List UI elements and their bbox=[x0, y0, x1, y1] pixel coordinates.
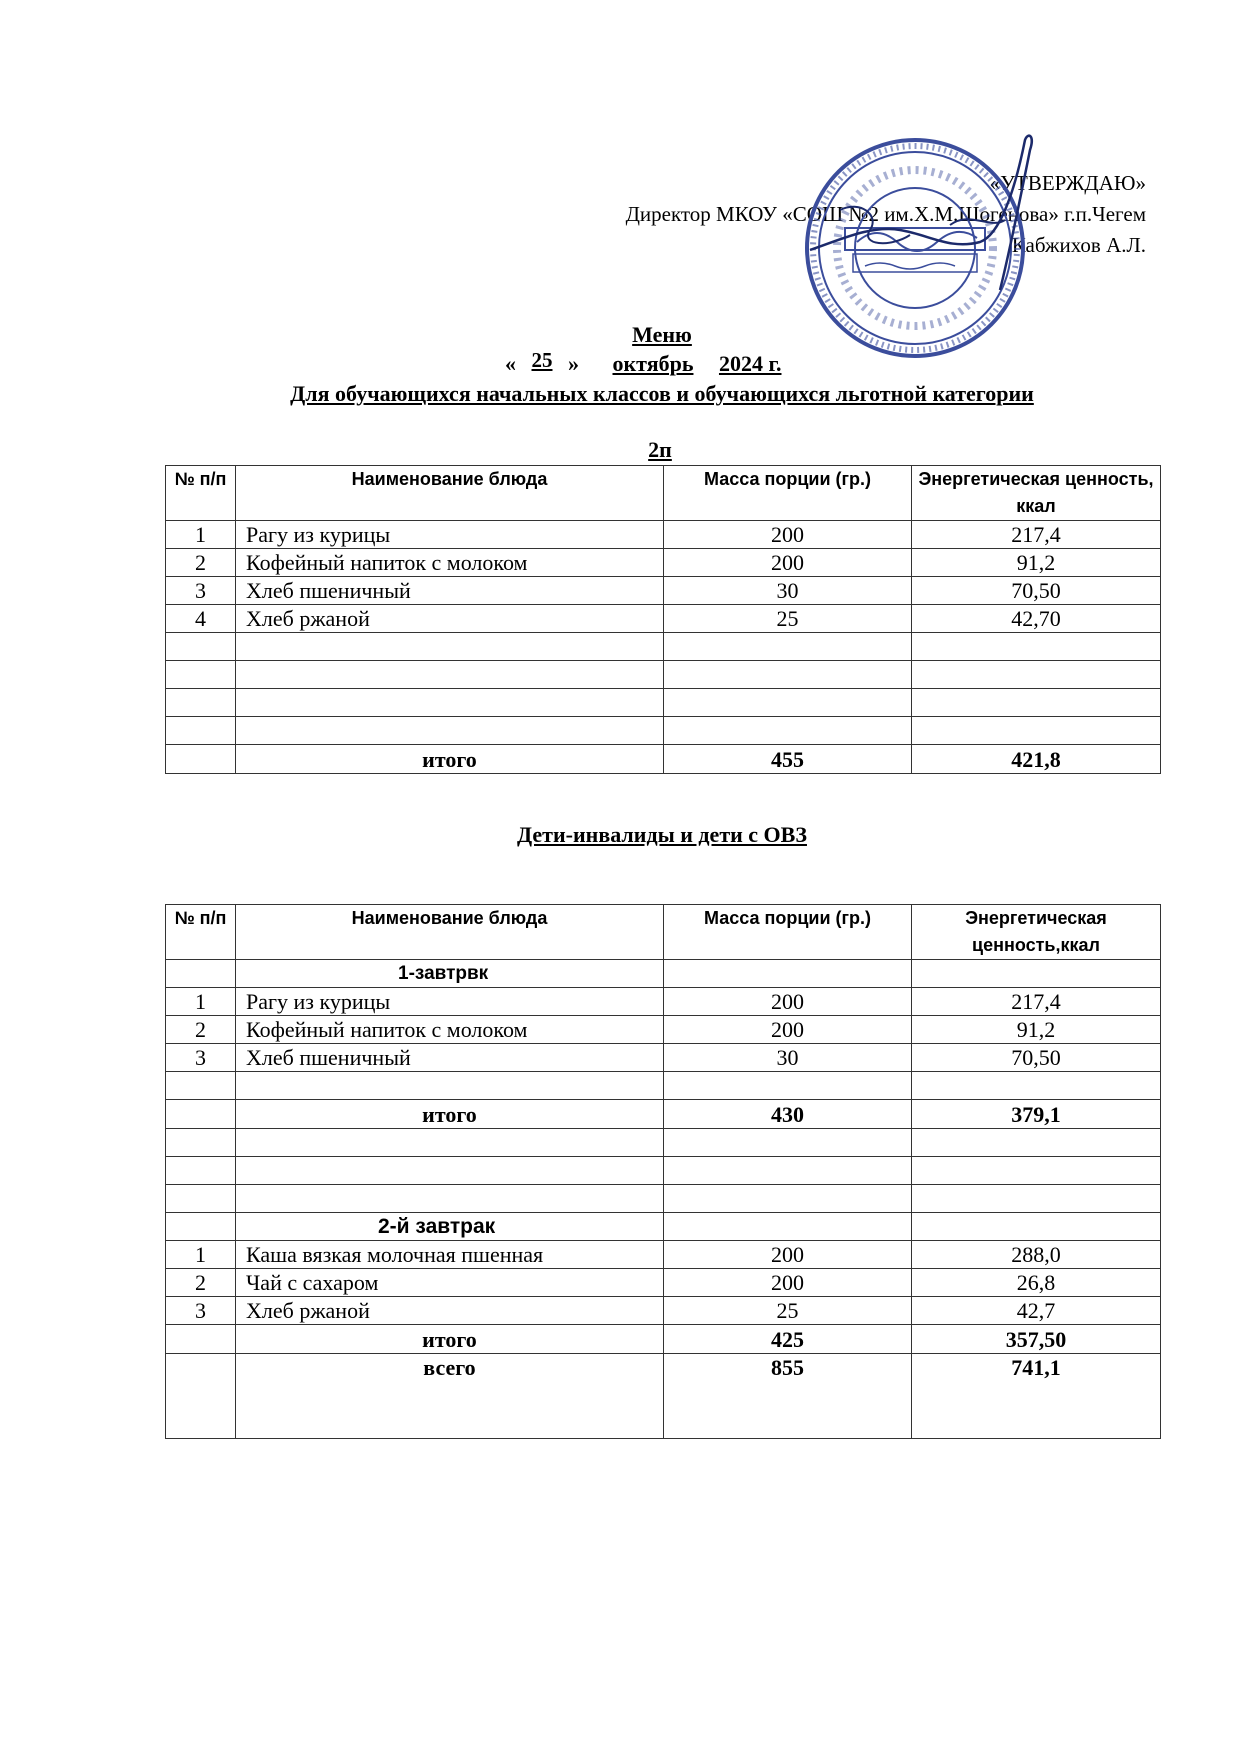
meal-label-row bbox=[166, 1213, 1161, 1241]
empty-row bbox=[166, 1129, 1161, 1157]
cell-num: 2 bbox=[166, 549, 236, 577]
total-mass: 425 bbox=[664, 1325, 912, 1354]
total-label: итого bbox=[236, 1100, 664, 1129]
cell-name: Рагу из курицы bbox=[236, 988, 664, 1016]
total-energy: 357,50 bbox=[912, 1325, 1161, 1354]
group-label: 2п bbox=[648, 437, 672, 462]
table-header-row bbox=[166, 466, 1161, 521]
cell-num: 3 bbox=[166, 1297, 236, 1325]
empty-row bbox=[166, 1072, 1161, 1100]
date-close: » bbox=[568, 351, 579, 376]
meal-label-breakfast-1: 1-завтрвк bbox=[236, 960, 664, 988]
cell-mass: 200 bbox=[664, 988, 912, 1016]
header-name: Наименование блюда bbox=[236, 905, 664, 960]
table-row bbox=[166, 1269, 1161, 1297]
cell-energy: 42,7 bbox=[912, 1297, 1161, 1325]
header-mass: Масса порции (гр.) bbox=[664, 466, 912, 521]
menu-table-primary bbox=[165, 465, 1161, 774]
cell-mass: 25 bbox=[664, 1297, 912, 1325]
total-mass: 455 bbox=[664, 745, 912, 774]
empty-row bbox=[166, 1157, 1161, 1185]
menu-subtitle: Для обучающихся начальных классов и обучающихся льготной категории bbox=[290, 381, 1034, 406]
table-row bbox=[166, 549, 1161, 577]
cell-num: 3 bbox=[166, 577, 236, 605]
date-open: « bbox=[505, 351, 516, 376]
cell-mass: 30 bbox=[664, 1044, 912, 1072]
grand-total-energy: 741,1 bbox=[912, 1354, 1161, 1439]
cell-energy: 70,50 bbox=[912, 1044, 1161, 1072]
table-row bbox=[166, 521, 1161, 549]
cell-num: 1 bbox=[166, 521, 236, 549]
table-row bbox=[166, 1044, 1161, 1072]
cell-energy: 217,4 bbox=[912, 521, 1161, 549]
cell-name: Хлеб пшеничный bbox=[236, 577, 664, 605]
cell-mass: 30 bbox=[664, 577, 912, 605]
section-title-special-needs: Дети-инвалиды и дети с ОВЗ bbox=[517, 822, 807, 847]
cell-mass: 200 bbox=[664, 1016, 912, 1044]
cell-name: Хлеб ржаной bbox=[236, 1297, 664, 1325]
cell-name: Рагу из курицы bbox=[236, 521, 664, 549]
total-label: итого bbox=[236, 745, 664, 774]
total-energy: 421,8 bbox=[912, 745, 1161, 774]
cell-name: Хлеб ржаной bbox=[236, 605, 664, 633]
cell-mass: 200 bbox=[664, 1241, 912, 1269]
total-mass: 430 bbox=[664, 1100, 912, 1129]
approval-line-3: Кабжихов А.Л. bbox=[1011, 233, 1146, 257]
cell-num: 1 bbox=[166, 1241, 236, 1269]
cell-num: 2 bbox=[166, 1016, 236, 1044]
meal-label-row bbox=[166, 960, 1161, 988]
menu-table-special-needs bbox=[165, 904, 1161, 1439]
date-day: 25 bbox=[531, 348, 553, 372]
menu-title: Меню bbox=[632, 322, 692, 347]
cell-energy: 288,0 bbox=[912, 1241, 1161, 1269]
table-header-row bbox=[166, 905, 1161, 960]
empty-row bbox=[166, 1185, 1161, 1213]
approval-line-2: Директор МКОУ «СОШ №2 им.Х.М.Шогенова» г.п.Чегем bbox=[625, 202, 1146, 226]
cell-energy: 42,70 bbox=[912, 605, 1161, 633]
cell-energy: 91,2 bbox=[912, 1016, 1161, 1044]
table-row bbox=[166, 1241, 1161, 1269]
empty-row bbox=[166, 689, 1161, 717]
table-row bbox=[166, 605, 1161, 633]
cell-num: 3 bbox=[166, 1044, 236, 1072]
table-row bbox=[166, 1297, 1161, 1325]
cell-mass: 25 bbox=[664, 605, 912, 633]
cell-energy: 26,8 bbox=[912, 1269, 1161, 1297]
header-energy: Энергетическая ценность,ккал bbox=[912, 905, 1161, 960]
table-row bbox=[166, 1016, 1161, 1044]
approval-line-1: «УТВЕРЖДАЮ» bbox=[989, 171, 1146, 195]
cell-name: Каша вязкая молочная пшенная bbox=[236, 1241, 664, 1269]
menu-date bbox=[505, 348, 782, 377]
signature-icon bbox=[800, 130, 1060, 330]
cell-name: Кофейный напиток с молоком bbox=[236, 549, 664, 577]
total-row bbox=[166, 1325, 1161, 1354]
total-row bbox=[166, 745, 1161, 774]
cell-num: 2 bbox=[166, 1269, 236, 1297]
total-energy: 379,1 bbox=[912, 1100, 1161, 1129]
header-num: № п/п bbox=[166, 466, 236, 521]
cell-name: Хлеб пшеничный bbox=[236, 1044, 664, 1072]
total-label: итого bbox=[236, 1325, 664, 1354]
header-energy: Энергетическая ценность, ккал bbox=[912, 466, 1161, 521]
date-month: октябрь bbox=[612, 351, 694, 376]
table-row bbox=[166, 577, 1161, 605]
cell-name: Кофейный напиток с молоком bbox=[236, 1016, 664, 1044]
empty-row bbox=[166, 633, 1161, 661]
cell-energy: 217,4 bbox=[912, 988, 1161, 1016]
cell-num: 4 bbox=[166, 605, 236, 633]
total-row bbox=[166, 1100, 1161, 1129]
cell-mass: 200 bbox=[664, 521, 912, 549]
cell-num: 1 bbox=[166, 988, 236, 1016]
cell-name: Чай с сахаром bbox=[236, 1269, 664, 1297]
header-num: № п/п bbox=[166, 905, 236, 960]
grand-total-label: всего bbox=[236, 1354, 664, 1439]
empty-row bbox=[166, 661, 1161, 689]
empty-row bbox=[166, 717, 1161, 745]
grand-total-row bbox=[166, 1354, 1161, 1439]
date-year: 2024 г. bbox=[718, 351, 782, 376]
cell-energy: 70,50 bbox=[912, 577, 1161, 605]
header-name: Наименование блюда bbox=[236, 466, 664, 521]
meal-label-breakfast-2: 2-й завтрак bbox=[236, 1213, 664, 1241]
cell-mass: 200 bbox=[664, 549, 912, 577]
cell-mass: 200 bbox=[664, 1269, 912, 1297]
header-mass: Масса порции (гр.) bbox=[664, 905, 912, 960]
cell-energy: 91,2 bbox=[912, 549, 1161, 577]
table-row bbox=[166, 988, 1161, 1016]
grand-total-mass: 855 bbox=[664, 1354, 912, 1439]
